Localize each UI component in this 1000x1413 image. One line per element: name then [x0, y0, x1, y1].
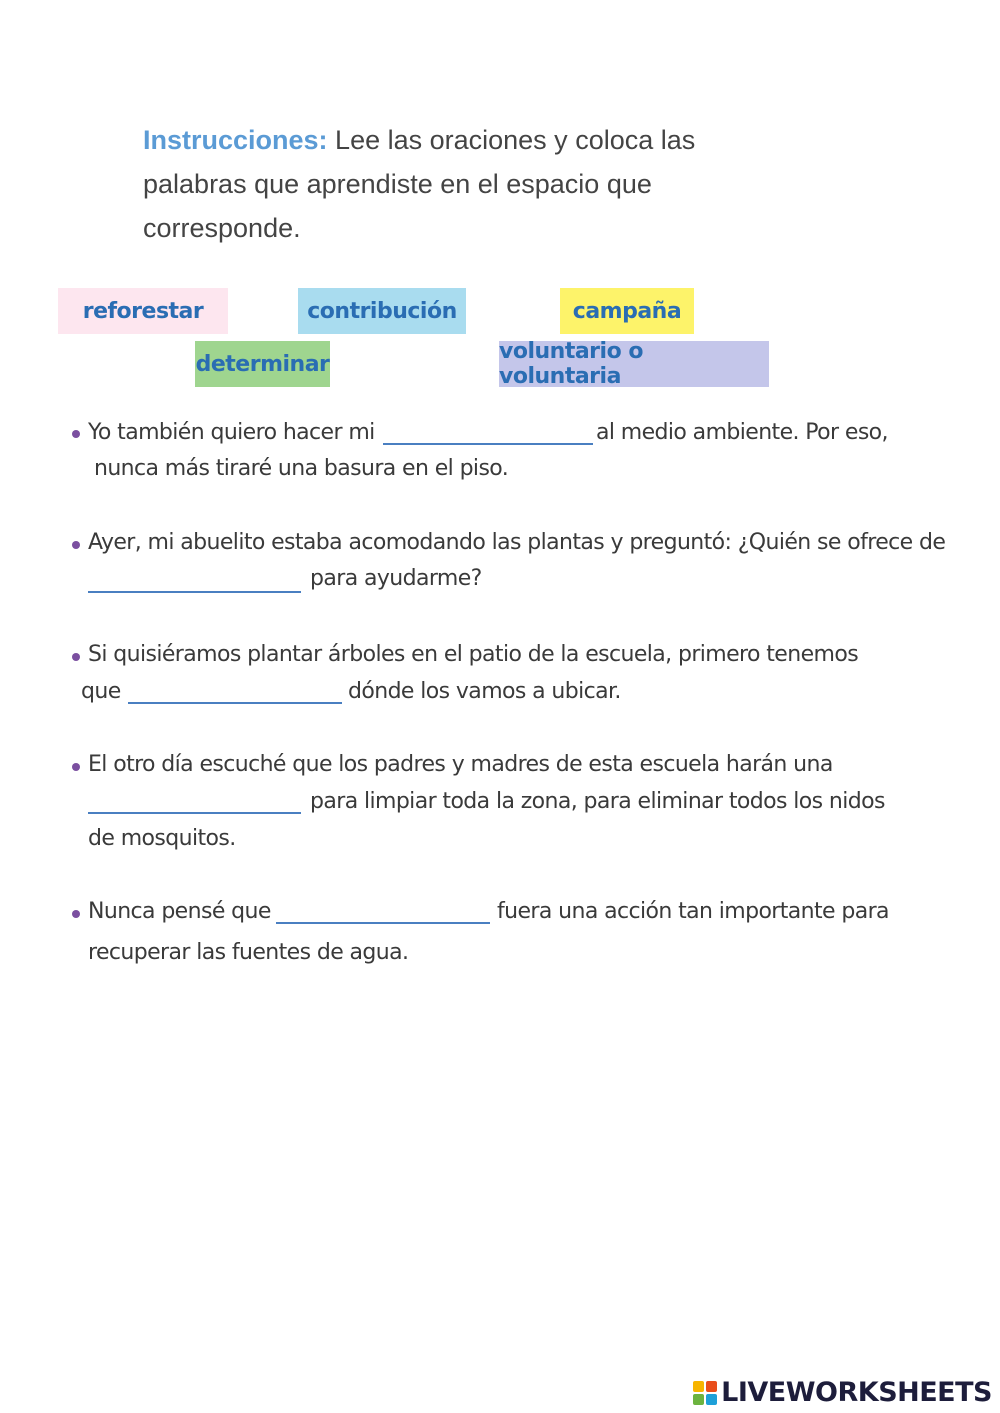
sentence-3-part-c: dónde los vamos a ubicar. [348, 679, 621, 704]
word-campana[interactable]: campaña [560, 288, 694, 334]
logo-grid-icon [693, 1381, 717, 1405]
sentence-5-part-b: fuera una acción tan importante para [497, 899, 889, 924]
instructions-line-2: palabras que aprendiste en el espacio que [143, 169, 652, 199]
sentence-3-part-a: Si quisiéramos plantar árboles en el patio de la escuela, primero tenemos [88, 642, 859, 667]
sentence-1-part-c: nunca más tiraré una basura en el piso. [94, 456, 509, 481]
liveworksheets-logo [693, 1377, 992, 1408]
word-voluntario[interactable]: voluntario o voluntaria [499, 341, 769, 387]
sentence-3-part-b: que [81, 679, 121, 704]
sentence-1-part-a: Yo también quiero hacer mi [88, 420, 375, 445]
sentence-5-part-c: recuperar las fuentes de agua. [88, 940, 409, 965]
instructions-line-3: corresponde. [143, 213, 301, 243]
sentence-4-part-a: El otro día escuché que los padres y madres de esta escuela harán una [88, 752, 833, 777]
sentence-4-part-c: de mosquitos. [88, 826, 236, 851]
bullet-icon [72, 430, 80, 438]
bullet-icon [72, 763, 80, 771]
blank-5[interactable] [276, 922, 490, 924]
blank-2[interactable] [88, 591, 301, 593]
instructions [143, 118, 783, 250]
instructions-label: Instrucciones: [143, 125, 328, 155]
sentence-2-part-b: para ayudarme? [310, 566, 482, 591]
instructions-line-1: Lee las oraciones y coloca las [327, 125, 696, 155]
sentence-2-part-a: Ayer, mi abuelito estaba acomodando las plantas y preguntó: ¿Quién se ofrece de [88, 530, 946, 555]
bullet-icon [72, 653, 80, 661]
bullet-icon [72, 541, 80, 549]
blank-1[interactable] [383, 443, 593, 445]
blank-4[interactable] [88, 812, 301, 814]
sentence-4-part-b: para limpiar toda la zona, para eliminar todos los nidos [310, 789, 885, 814]
sentence-1-part-b: al medio ambiente. Por eso, [596, 420, 888, 445]
bullet-icon [72, 910, 80, 918]
word-determinar[interactable]: determinar [195, 341, 330, 387]
word-reforestar[interactable]: reforestar [58, 288, 228, 334]
brand-text: LIVEWORKSHEETS [721, 1377, 992, 1408]
word-contribucion[interactable]: contribución [298, 288, 466, 334]
sentence-5-part-a: Nunca pensé que [88, 899, 271, 924]
blank-3[interactable] [128, 702, 342, 704]
